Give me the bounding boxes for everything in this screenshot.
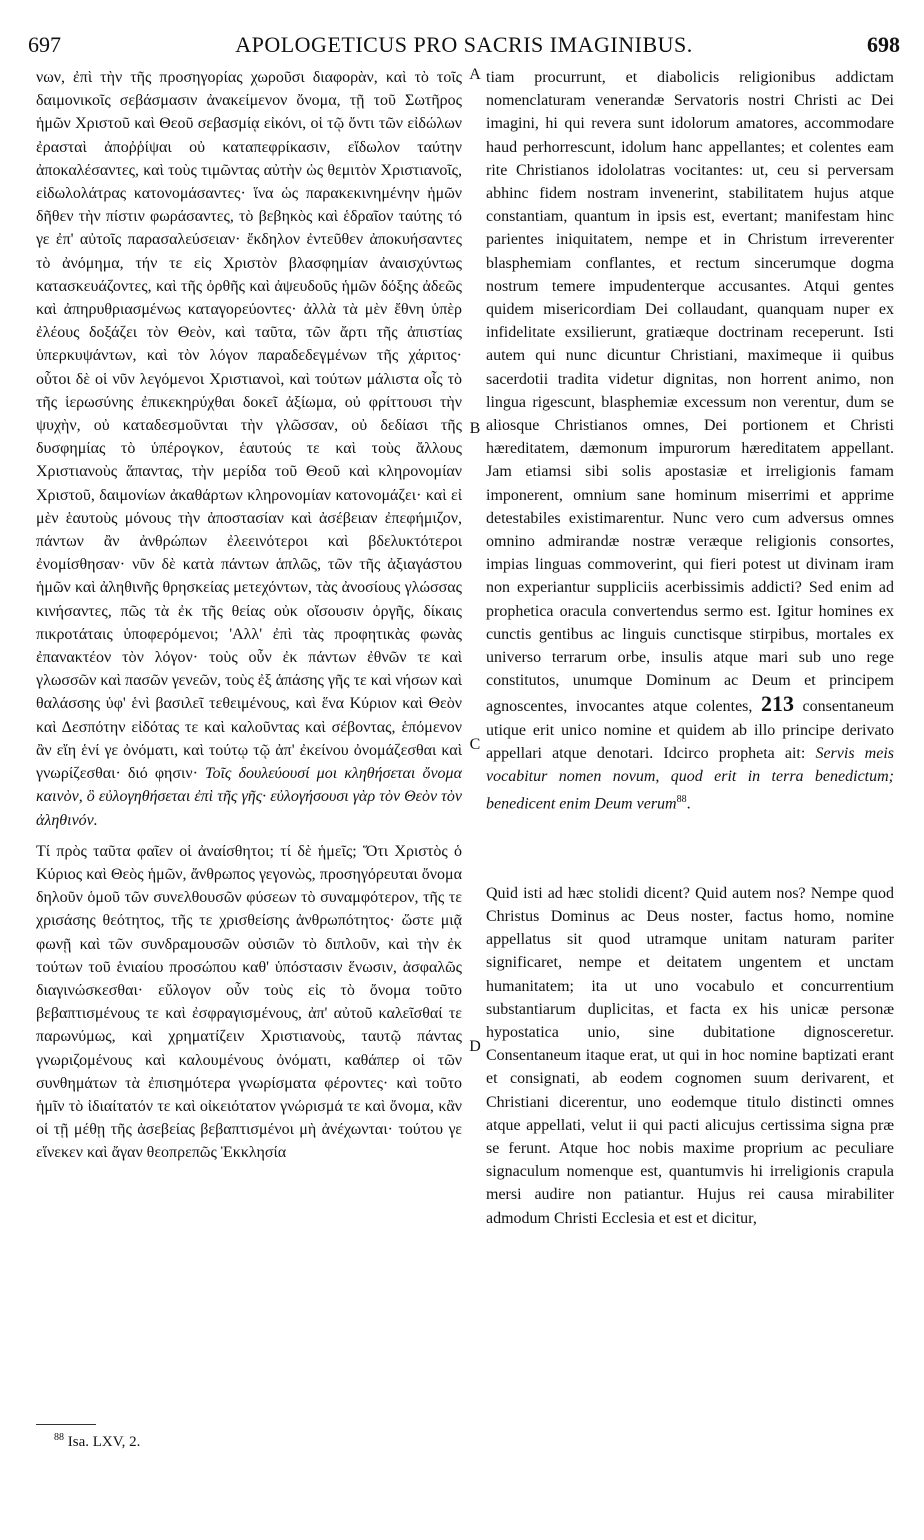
paragraph-gap: [486, 816, 894, 882]
latin-text: Quid isti ad hæc stolidi dicent? Quid autem nos? Nempe quod Christus Dominus ac Deus noster, factus homo, nomine appellatus sit quod utramque unitam naturam pariter significaret, nempe et deitatem ungentem et unctam humanitatem; ita ut uno vocabulo et concurrentium substantiarum duplicitas, et facta ex his unicæ personæ hypostatica unio, sine dubitatione dignosceretur. Consentaneum itaque erat, ut qui in hoc nomine baptizati erant et consignati, ab eodem cognomen suum derivarent, et Christiani dicerentur, uno eodemque titulo distincti omnes atque appellati, velut ii qui pacti alicujus certissima signa præ se ferunt. Atque hoc nobis maxime proprium ac peculiare signaculum nomenque est, quantumvis hi irreligionis crapula mersi audire non patiantur. Hujus rei causa mirabiliter admodum Christi Ecclesia et est et dicitur,: [486, 884, 894, 1227]
greek-column: [36, 66, 462, 1426]
latin-paragraph: [486, 882, 894, 1230]
greek-text: νων, ἐπὶ τὴν τῆς προσηγορίας χωροῦσι διαφορὰν, καὶ τὸ τοῖς δαιμονικοῖς σεβάσμασιν ἀνακείμενον ὄνομα, τῇ τοῦ Σωτῆρος ἡμῶν Χριστοῦ καὶ Θεοῦ σεβασμίᾳ εἰκόνι, οἱ τῷ ὄντι τῶν εἰδώλων ἐρασταὶ ἀποῤῥίψαι οὐ καταπεφρίκασιν, εἴδωλον ταύτην ἀποκαλέσαντες, καὶ τοὺς τιμῶντας αὐτὴν ὡς θεμιτὸν Χριστιανοῖς, εἰδωλολάτρας κατονομάσαντες· ἵνα ὡς παρακεκινημένην ἡμῶν δῆθεν τὴν πίστιν φωράσαντες, τὸ βεβηκὸς καὶ ἑδραῖον ταύτης τό γε ἐπ' αὐτοῖς παρασαλεύσειαν· ἔκδηλον ἐντεῦθεν ἀποκυήσαντες τὸ ἀνόμημα, τήν τε εἰς Χριστὸν βλασφημίαν ἀναισχύντως κατασκευάζοντες, καὶ τῆς ὀρθῆς καὶ ἀψευδοῦς ἡμῶν δόξης ἀδεῶς καὶ ἀπηρυθριασμένως καταγορεύοντες· ἀλλὰ τὰ μὲν ἔθνη ὑπὲρ ἐλέους δοξάζει τὸν Θεὸν, καὶ ταῦτα, τῶν ἄρτι τῆς ἀπιστίας ὑπερκυψάντων, καὶ τὸν λόγον παραδεδεγμένων τῆς χάριτος· οὗτοι δὲ οἱ νῦν λεγόμενοι Χριστιανοὶ, καὶ τούτων μάλιστα οἷς τὸ τῆς ἱερωσύνης ἐπικεκηρύχθαι δοκεῖ ἀξίωμα, οὐ φρίττουσι τὴν ψυχὴν, οὐ καταδεσμοῦνται τὴν γλῶσσαν, οὐ δεδίασι τῆς δυσφημίας τὸ ὑπέρογκον, ἑαυτούς τε καὶ τοὺς ἄλλους Χριστιανοὺς ἅπαντας, τὴν μερίδα τοῦ Θεοῦ καὶ κληρονομίαν Χριστοῦ, δαιμονίων ἀκαθάρτων κληρονομίαν κατονομάζει· καὶ εἰ μὲν ἑαυτοὺς μόνους τὴν ἀποστασίαν καὶ ἀσέβειαν ἐπεφήμιζον, πάντων ἂν ἀνθρώπων ἐλεεινότεροι καὶ βδελυκτότεροι ἐνομίσθησαν· νῦν δὲ κατὰ πάντων ἁπλῶς, τῶν τῆς ἀξιαγάστου ἡμῶν καὶ ἀληθινῆς θρησκείας μετεχόντων, τὰς ἀνοσίους γλώσσας κινήσαντες, πῶς τὰ ἐκ τῆς θείας οὐκ οἴσουσιν ὀργῆς, δίκαις πικροτάταις ὑποφερόμενοι; 'Αλλ' ἐπὶ τὰς προφητικὰς φωνὰς ἐπανακτέον τὸν λόγον· τοὺς οὖν ἐκ πάντων ἐθνῶν τε καὶ γλωσσῶν καὶ πασῶν γενεῶν, τοὺς ἐξ ἁπάσης γῆς τε καὶ νήσων καὶ θαλάσσης ὑφ' ἑνὶ βασιλεῖ τεθειμένους, καὶ ἕνα Κύριον καὶ Θεὸν καὶ Δεσπότην εἰδότας τε καὶ καλοῦντας καὶ σέβοντας, ἑπόμενον ἂν εἴη ἑνί γε ὀνόματι, καὶ τούτῳ τῷ ἀπ' ἐκείνου ὀνομάζεσθαι καὶ γνωρίζεσθαι· διό φησιν·: [36, 69, 462, 783]
latin-scripture-quote: Servis meis vocabitur nomen novum, quod erit in terra benedictum; benedicent enim Deum verum: [486, 744, 894, 813]
footnote-divider: [36, 1424, 96, 1425]
paragraph-gap: [36, 832, 462, 840]
page-number-left: 697: [28, 32, 61, 57]
greek-paragraph: [36, 840, 462, 1165]
page-header: [28, 32, 900, 64]
section-marker-b: B: [469, 420, 481, 437]
running-title: APOLOGETICUS PRO SACRIS IMAGINIBUS.: [235, 32, 693, 57]
footnote-ref: 88: [676, 794, 687, 806]
latin-text: tiam procurrunt, et diabolicis religionibus addictam nomenclaturam venerandæ Servatoris nostri Christi ac Dei imagini, hi qui revera sunt idolorum amatores, accommodare haud perhorrescunt, idolum hanc appellantes; et colentes eam rite Christianos idololatras vocitantes: ut, ceu si perversam abhinc fidem nostram invenerint, stabilitatem hujus atque constantiam, quantum in ipsis est, evertant; manifestam hinc parientes iniquitatem, nempe et in Christum irreverenter blasphemiam conflantes, et rectum sincerumque dogma nostrum temere impudenterque accusantes. Atqui gentes quidem misericordiam Dei collaudant, quanquam nuper ex infidelitate exsilierunt, gratiæque doctrinam receperunt. Isti autem qui nunc dicuntur Christiani, maximeque ii quibus sacerdotii tradita videtur dignitas, non horrent animo, non lingua rigescunt, blasphemiæ excessum non verentur, dum se aliosque Christianos omnes, Dei portionem et Christi hæreditatem, dæmonum impurorum hæreditatem appellant. Jam etiamsi sibi solis apostasiæ et irreligionis famam imponerent, omnium sane hominum miserrimi et apprime detestabiles existimarentur. Nunc vero cum adversus omnes omnino admirandæ nostræ veræque religionis consortes, impias linguas commoverint, qui fieri potest ut divinam iram non experiantur suppliciis acerbissimis addicti? Sed enim ad prophetica oracula convertendus sermo est. Igitur homines ex cunctis gentibus ac linguis cunctisque stirpibus, mortales ex universo terrarum orbe, insulis atque mari sub uno rege constitutos, unumque Dominum ac Deum et principem agnoscentes, invocantes atque colentes,: [486, 69, 894, 716]
section-marker-a: A: [469, 66, 481, 83]
latin-text: consentaneum utique erit unico nomine et quidem ab illo principe derivato appellari atque denotari. Idcirco propheta ait:: [486, 698, 894, 762]
page-mark: 213: [760, 691, 794, 717]
page-number-right: 698: [867, 32, 900, 57]
greek-text: Τί πρὸς ταῦτα φαῖεν οἱ ἀναίσθητοι; τί δὲ ἡμεῖς; Ὅτι Χριστὸς ὁ Κύριος καὶ Θεὸς ἡμῶν, ἄνθρωπος γεγονὼς, προσηγόρευται ὄνομα δηλοῦν ὁμοῦ τῶν συνελθουσῶν φύσεων τὸ συναμφότερον, τῆς τε χρισάσης θεότητος, τῆς τε χρισθείσης ἀνθρωπότητος· ὥστε μιᾷ φωνῇ καὶ τῶν συνδραμουσῶν οὐσιῶν τὸ διπλοῦν, καὶ τὴν ἐκ τούτων τοῦ ἑνιαίου προσώπου καθ' ὑπόστασιν ἕνωσιν, ἀσφαλῶς διαγινώσκεσθαι· εὔλογον οὖν τοὺς εἰς τὸ ὄνομα τοῦτο βεβαπτισμένους τε καὶ ἐσφραγισμένους, ἀπ' αὐτοῦ καλεῖσθαί τε παρωνύμως, καὶ χρηματίζειν Χριστιανοὺς, ταυτῷ πάντας γνωριζομένους καὶ καλουμένους ὀνόματι, καθάπερ οἱ τῶν συνθημάτων τὰ ἐπισημότερα γνωρίσματα φέροντες· καὶ τοῦτο ἡμῖν τὸ ἰδιαίτατόν τε καὶ οἰκειότατον γνώρισμά τε καὶ ὄνομα, κἂν οἱ τῇ μέθῃ τῆς ἀσεβείας βεβαπτισμένοι μὴ ἀνέχωνται· τούτου γε εἵνεκεν καὶ ἄγαν θεοπρεπῶς Ἐκκλησία: [36, 842, 462, 1162]
greek-paragraph: [36, 66, 462, 832]
section-marker-d: D: [469, 1038, 481, 1055]
footnote: [54, 1432, 140, 1451]
latin-paragraph: tiam procurrunt, et diabolicis religionibus addictam nomenclaturam venerandæ Servatoris nostri Christi ac Dei imagini, hi qui revera sunt idolorum amatores, accommodare haud perhorrescunt, idolum hanc appellantes; et colentes eam rite Christianos idololatras vocitantes: ut, ceu si perversam abhinc fidem nostram invenerint, stabilitatem hujus atque constantiam, quantum in ipsis est, evertant; manifestam hinc parientes iniquitatem, nempe et in Christum irreverenter blasphemiam conflantes, et rectum sincerumque dogma nostrum temere impudenterque accusantes. Atqui gentes quidem misericordiam Dei collaudant, quanquam nuper ex infidelitate exsilierunt, gratiæque doctrinam receperunt. Isti autem qui nunc dicuntur Christiani, maximeque ii quibus sacerdotii tradita videtur dignitas, non horrent animo, non lingua rigescunt, blasphemiæ excessum non verentur, dum se aliosque Christianos omnes, Dei portionem et Christi hæreditatem, dæmonum impurorum hæreditatem appellant. Jam etiamsi sibi solis apostasiæ et irreligionis famam imponerent, omnium sane hominum miserrimi et apprime detestabiles existimarentur. Nunc vero cum adversus omnes omnino admirandæ nostræ veræque religionis consortes, impias linguas commoverint, qui fieri potest ut divinam iram non experiantur suppliciis acerbissimis addicti? Sed enim ad prophetica oracula convertendus sermo est. Igitur homines ex cunctis gentibus ac linguis cunctisque stirpibus, mortales ex universo terrarum orbe, insulis atque mari sub uno rege constitutos, unumque Dominum ac Deum et principem agnoscentes, invocantes atque colentes, 213 consentaneum utique erit unico nomine et quidem ab illo principe derivato appellari atque denotari. Idcirco propheta ait: Servis meis vocabitur nomen novum, quod erit in terra benedictum; benedicent enim Deum verum$^{88}$.: [486, 69, 894, 813]
section-marker-c: C: [469, 736, 481, 753]
footnote-number: 88: [54, 1432, 64, 1443]
footnote-text: Isa. LXV, 2.: [67, 1434, 141, 1450]
latin-column: [486, 66, 894, 1426]
greek-scripture-quote: Τοῖς δουλεύουσί μοι κληθήσεται ὄνομα καινὸν, ὃ εὐλογηθήσεται ἐπὶ τῆς γῆς· εὐλογήσουσι γὰρ τὸν Θεὸν τὸν ἀληθινόν.: [36, 765, 462, 829]
